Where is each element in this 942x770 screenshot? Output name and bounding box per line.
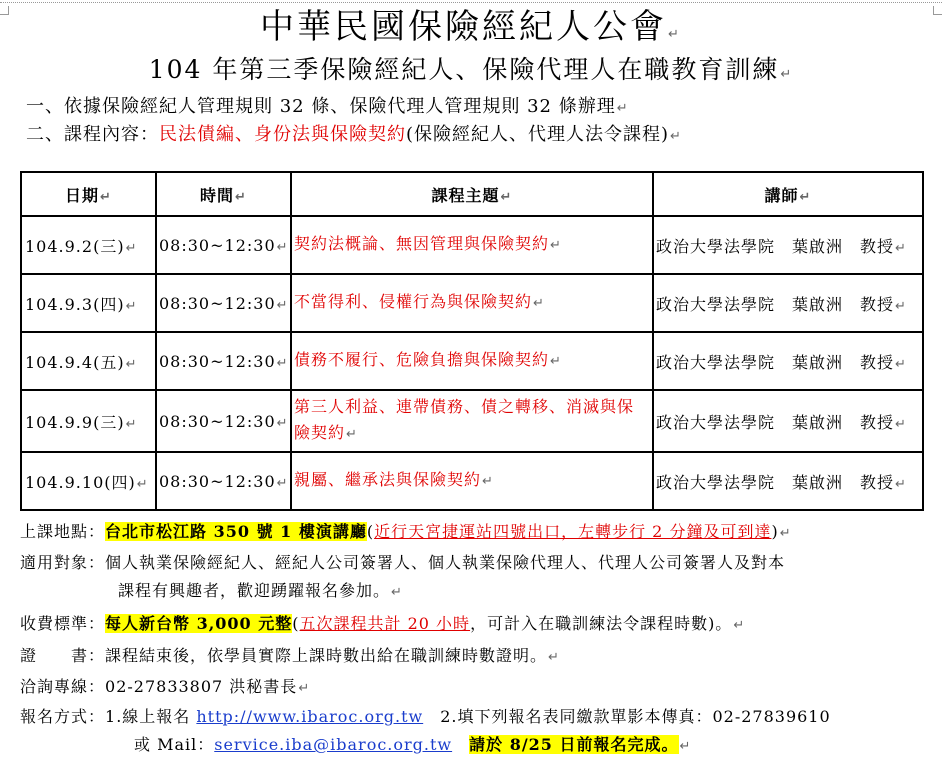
cell-date: 104.9.3(四)↵ bbox=[21, 274, 156, 332]
registration-mail-line: 或 Mail：service.iba@ibaroc.org.tw 請於 8/25 日前報名完成。↵ bbox=[134, 735, 692, 754]
cell-topic: 第三人利益、連帶債務、債之轉移、消滅與保險契約↵ bbox=[291, 390, 653, 452]
table-header-row bbox=[21, 172, 923, 216]
table-row bbox=[21, 452, 923, 510]
table-row bbox=[21, 274, 923, 332]
fee-line: 收費標準：每人新台幣 3,000 元整(五次課程共計 20 小時，可計入在職訓練法令課程時數)。↵ bbox=[20, 614, 746, 633]
cell-topic: 親屬、繼承法與保險契約↵ bbox=[291, 452, 653, 510]
cell-date: 104.9.10(四)↵ bbox=[21, 452, 156, 510]
cell-lecturer: 政治大學法學院 葉啟洲 教授↵ bbox=[653, 274, 923, 332]
venue-directions: 近行天宮捷運站四號出口，左轉步行 2 分鐘及可到達 bbox=[374, 522, 772, 541]
cell-lecturer: 政治大學法學院 葉啟洲 教授↵ bbox=[653, 390, 923, 452]
page-title: 中華民國保險經紀人公會↵ bbox=[260, 7, 682, 47]
item-two: 二、課程內容：民法債編、身份法與保險契約(保險經紀人、代理人法令課程)↵ bbox=[26, 124, 682, 145]
cell-topic: 契約法概論、無因管理與保險契約↵ bbox=[291, 216, 653, 274]
header-time: 時間↵ bbox=[156, 172, 291, 216]
cell-time: 08:30~12:30↵ bbox=[156, 274, 291, 332]
course-content-highlight: 民法債編、身份法與保險契約 bbox=[159, 124, 406, 145]
cell-time: 08:30~12:30↵ bbox=[156, 390, 291, 452]
table-row bbox=[21, 216, 923, 274]
header-topic: 課程主題↵ bbox=[291, 172, 653, 216]
header-lecturer: 講師↵ bbox=[653, 172, 923, 216]
venue-address: 台北市松江路 350 號 1 樓演講廳 bbox=[105, 522, 367, 541]
registration-email-link[interactable]: service.iba@ibaroc.org.tw bbox=[214, 735, 453, 754]
course-table bbox=[20, 171, 924, 511]
registration-url-link[interactable]: http://www.ibaroc.org.tw bbox=[196, 707, 424, 726]
cell-topic: 債務不履行、危險負擔與保險契約↵ bbox=[291, 332, 653, 390]
cell-lecturer: 政治大學法學院 葉啟洲 教授↵ bbox=[653, 452, 923, 510]
contact-line: 洽詢專線：02-27833807 洪秘書長↵ bbox=[20, 677, 311, 696]
target-line: 適用對象：個人執業保險經紀人、經紀人公司簽署人、個人執業保險代理人、代理人公司簽署人及對本 bbox=[20, 553, 786, 572]
cell-lecturer: 政治大學法學院 葉啟洲 教授↵ bbox=[653, 332, 923, 390]
table-row bbox=[21, 332, 923, 390]
cell-time: 08:30~12:30↵ bbox=[156, 332, 291, 390]
page-subtitle: 104 年第三季保險經紀人、保險代理人在職教育訓練↵ bbox=[148, 55, 794, 84]
fee-amount: 每人新台幣 3,000 元整 bbox=[105, 614, 293, 633]
cell-time: 08:30~12:30↵ bbox=[156, 452, 291, 510]
fee-hours: 五次課程共計 20 小時 bbox=[299, 614, 471, 633]
cell-lecturer: 政治大學法學院 葉啟洲 教授↵ bbox=[653, 216, 923, 274]
cell-time: 08:30~12:30↵ bbox=[156, 216, 291, 274]
header-date: 日期↵ bbox=[21, 172, 156, 216]
target-line-2: 課程有興趣者，歡迎踴躍報名參加。↵ bbox=[118, 581, 403, 600]
cell-date: 104.9.9(三)↵ bbox=[21, 390, 156, 452]
venue-line: 上課地點：台北市松江路 350 號 1 樓演講廳(近行天宮捷運站四號出口，左轉步行 2 分鐘及可到達)↵ bbox=[20, 522, 792, 541]
item-one: 一、依據保險經紀人管理規則 32 條、保險代理人管理規則 32 條辦理↵ bbox=[26, 96, 629, 117]
page-top-guide bbox=[0, 2, 942, 3]
cell-date: 104.9.4(五)↵ bbox=[21, 332, 156, 390]
registration-line: 報名方式：1.線上報名 http://www.ibaroc.org.tw 2.填下列報名表同繳款單影本傳真：02-27839610 bbox=[20, 707, 831, 726]
table-row bbox=[21, 390, 923, 452]
cell-date: 104.9.2(三)↵ bbox=[21, 216, 156, 274]
cell-topic: 不當得利、侵權行為與保險契約↵ bbox=[291, 274, 653, 332]
certificate-line: 證 書：課程結束後，依學員實際上課時數出給在職訓練時數證明。↵ bbox=[20, 646, 560, 665]
registration-deadline: 請於 8/25 日前報名完成。 bbox=[469, 735, 679, 754]
